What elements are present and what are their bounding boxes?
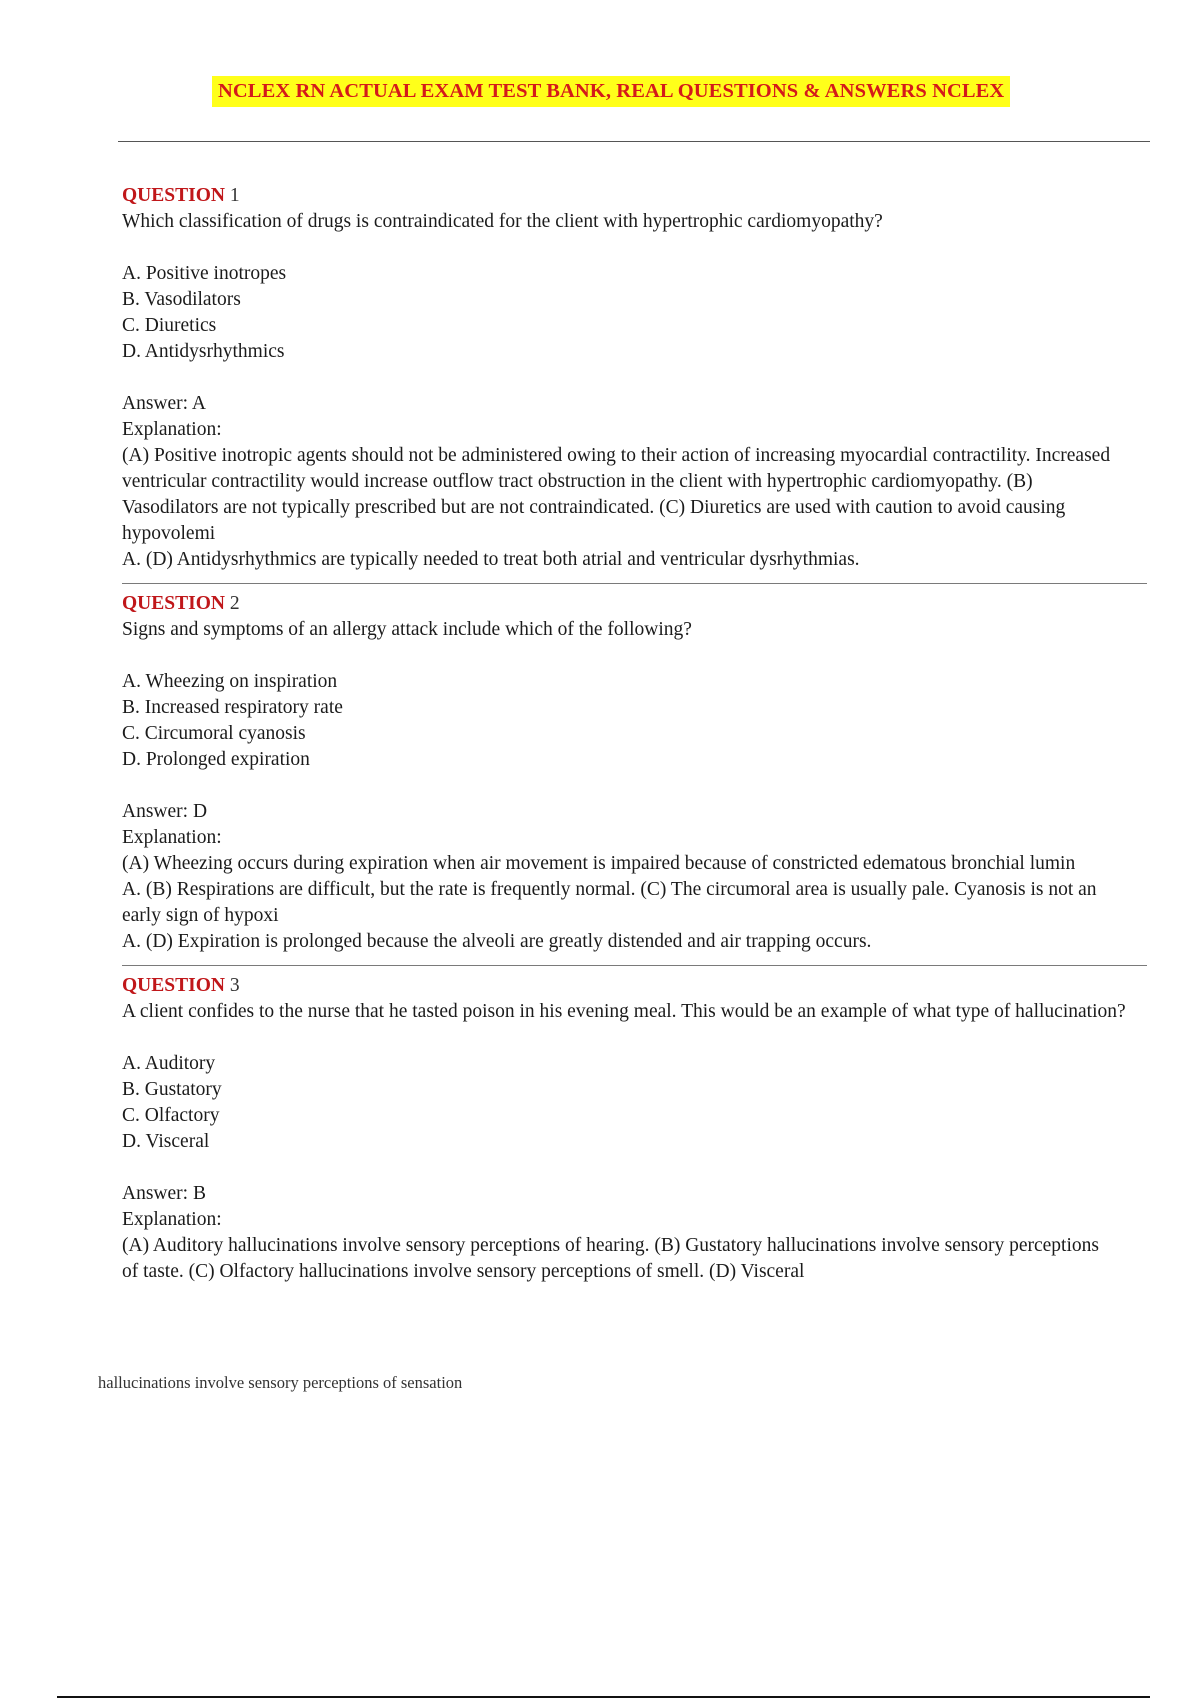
explanation-label: Explanation: [122,1209,222,1230]
option-c: C. Olfactory [122,1105,220,1126]
explanation-text: (A) Auditory hallucinations involve sensory perceptions of hearing. (B) Gustatory hallucinations involve sensory perceptions of taste. (C) Olfactory hallucinations involve sensory perceptions of smell. (D) Visceral [122,1235,1099,1282]
question-heading [122,973,1147,999]
option-b: B. Vasodilators [122,289,241,310]
question-text: A client confides to the nurse that he tasted poison in his evening meal. This would be an example of what type of hallucination? [122,1001,1126,1022]
option-b: B. Gustatory [122,1079,222,1100]
question-label: QUESTION [122,975,225,996]
question-label: QUESTION [122,593,225,614]
question-divider [122,583,1147,584]
question-number: 3 [229,975,240,996]
correct-answer: Answer: B [122,1183,206,1204]
correct-answer: Answer: D [122,801,208,822]
explanation-text-continued-2: A. (D) Expiration is prolonged because the alveoli are greatly distended and air trapping occurs. [122,931,872,952]
explanation-label: Explanation: [122,827,222,848]
explanation-text: (A) Wheezing occurs during expiration when air movement is impaired because of constricted edematous bronchial lumin [122,853,1076,874]
question-block-1 [122,183,1147,573]
question-heading [122,183,1147,209]
question-divider [122,965,1147,966]
option-d: D. Antidysrhythmics [122,341,285,362]
option-d: D. Prolonged expiration [122,749,310,770]
explanation-label: Explanation: [122,419,222,440]
question-text: Signs and symptoms of an allergy attack include which of the following? [122,619,692,640]
question-number: 1 [229,185,240,206]
question-label: QUESTION [122,185,225,206]
answer-options [122,1051,1147,1155]
explanation-text-continued: A. (D) Antidysrhythmics are typically needed to treat both atrial and ventricular dysrhythmias. [122,549,860,570]
option-a: A. Positive inotropes [122,263,287,284]
option-b: B. Increased respiratory rate [122,697,343,718]
question-block-2 [122,591,1147,955]
answer-options [122,261,1147,365]
answer-options [122,669,1147,773]
question-block-3 [122,973,1147,1285]
explanation-text: (A) Positive inotropic agents should not be administered owing to their action of increasing myocardial contractility. Increased ventricular contractility would increase outflow tract obstruction in the client with hypertrophic cardiomyopathy. (B) Vasodilators are not typically prescribed but are not contraindicated. (C) Diuretics are used with caution to avoid causing hypovolemi [122,445,1111,544]
header-divider [118,141,1150,142]
option-c: C. Circumoral cyanosis [122,723,306,744]
option-a: A. Auditory [122,1053,216,1074]
option-d: D. Visceral [122,1131,210,1152]
question-list [122,183,1147,1285]
question-number: 2 [229,593,240,614]
explanation-continuation: hallucinations involve sensory perceptions of sensation [98,1373,463,1392]
question-text: Which classification of drugs is contraindicated for the client with hypertrophic cardiomyopathy? [122,211,883,232]
option-c: C. Diuretics [122,315,217,336]
explanation-text-continued: A. (B) Respirations are difficult, but the rate is frequently normal. (C) The circumoral area is usually pale. Cyanosis is not an early sign of hypoxi [122,879,1097,926]
question-heading [122,591,1147,617]
correct-answer: Answer: A [122,393,206,414]
option-a: A. Wheezing on inspiration [122,671,338,692]
page-bottom-rule [57,1696,1150,1698]
document-title: NCLEX RN ACTUAL EXAM TEST BANK, REAL QUESTIONS & ANSWERS NCLEX [212,76,1010,107]
